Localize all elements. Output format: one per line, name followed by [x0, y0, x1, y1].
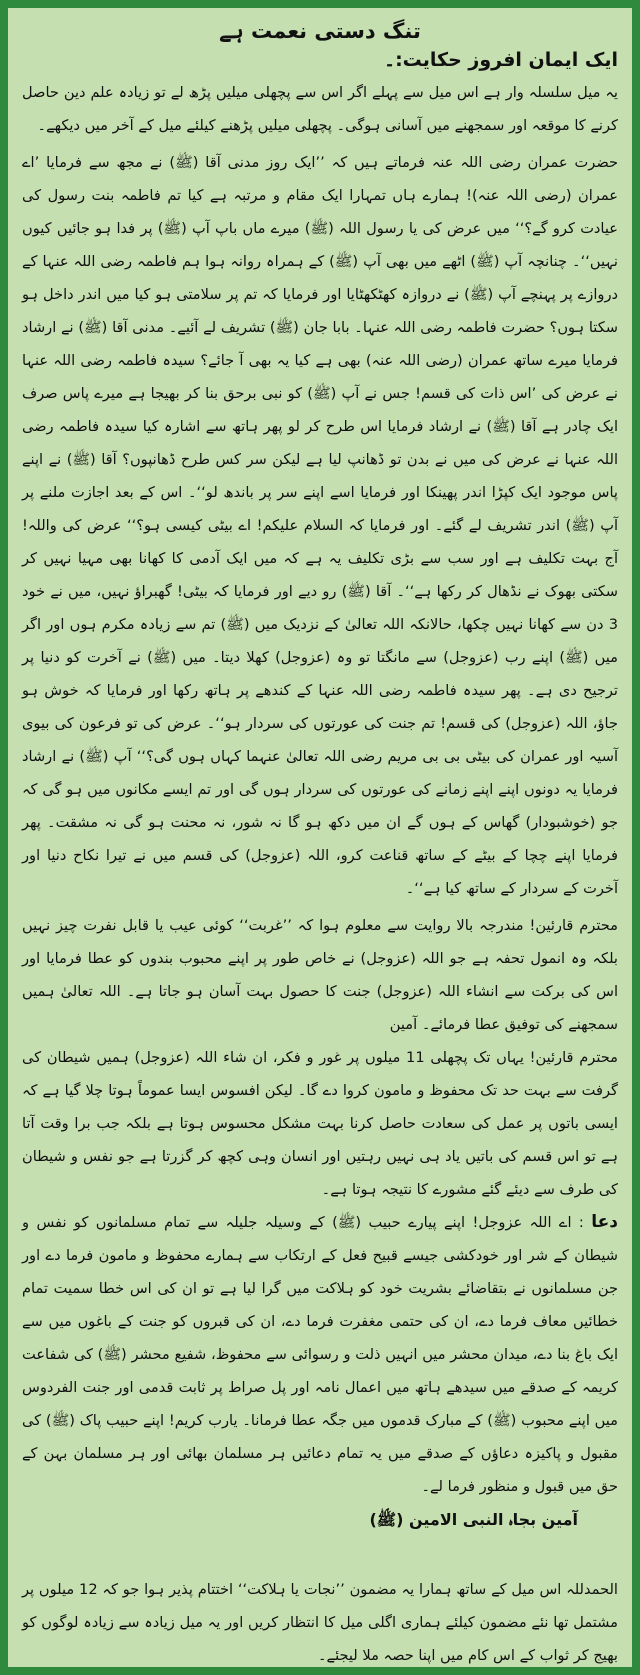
ameen-line: آمین بجاہ النبی الامین (ﷺ): [369, 1510, 578, 1529]
commentary-paragraph-1: محترم قارئین! مندرجہ بالا روایت سے معلوم ہوا کہ ’’غربت‘‘ کوئی عیب یا قابل نفرت چیز نہیں بلکہ وہ انمول تحفہ ہے جو اللہ (عزوجل) نے خاص طور پر اپنے محبوب بندوں کو عطا فرمایا اور اس کی برکت سے انشاء اللہ (عزوجل) جنت کا حصول بہت آسان ہو جاتا ہے۔ اللہ تعالیٰ ہمیں سمجھنے کی توفیق عطا فرمائے۔ آمین: [22, 917, 618, 1033]
spacer: [22, 1537, 618, 1573]
page-title: تنگ دستی نعمت ہے: [219, 19, 421, 43]
intro-paragraph: یہ میل سلسلہ وار ہے اس میل سے پہلے اگر اس سے پچھلی میلیں پڑھ لے تو زیادہ علم دین حاصل کرنے کا موقعہ اور سمجھنے میں آسانی ہوگی۔ پچھلی میلیں پڑھنے کیلئے میل کے آخر میں دیکھے۔: [22, 84, 618, 134]
article-content: [22, 16, 619, 1664]
dua-text: : اے اللہ عزوجل! اپنے پیارے حبیب (ﷺ) کے وسیلہ جلیلہ سے تمام مسلمانوں کو نفس و شیطان کے شر اور خودکشی جیسے قبیح فعل کے ارتکاب سے ہمارے محفوظ و مامون فرما دے اور جن مسلمانوں نے بتقاضائے بشریت خود کو ہلاکت میں گرا لیا ہے تو ان کی اس خطا سمیت تمام خطائیں معاف فرما دے، ان کی حتمی مغفرت فرما دے، ان کی قبروں کو جنت کے باغوں میں سے ایک باغ بنا دے، میدان محشر میں انہیں ذلت و رسوائی سے محفوظ، شفیع محشر (ﷺ) کی شفاعت کریمہ کے صدقے میں سیدھے ہاتھ میں اعمال نامہ اور پل صراط پر ثابت قدمی اور جنت الفردوس میں اپنے محبوب (ﷺ) کے مبارک قدموں میں جگہ عطا فرمانا۔ یارب کریم! اپنے حبیب پاک (ﷺ) کی مقبول و پاکیزہ دعاؤں کے صدقے میں یہ تمام دعائیں ہر مسلمان بھائی اور ہر مسلمان بہن کے حق میں قبول و منظور فرما لے۔: [22, 1214, 618, 1495]
dua-label: دعا: [591, 1212, 619, 1232]
story-paragraph: حضرت عمران رضی اللہ عنہ فرماتے ہیں کہ ’’ایک روز مدنی آقا (ﷺ) نے مجھ سے فرمایا ’اے عمران (رضی اللہ عنہ)! ہمارے ہاں تمہارا ایک مقام و مرتبہ ہے کیا تم فاطمہ بنت رسول کی عیادت کرو گے؟‘‘ میں عرض کی یا رسول اللہ (ﷺ) میرے ماں باپ آپ (ﷺ) پر فدا ہو جائیں کیوں نہیں‘‘۔ چنانچہ آپ (ﷺ) اٹھے میں بھی آپ (ﷺ) کے ہمراہ روانہ ہوا ہم فاطمہ رضی اللہ عنہا کے دروازے پر پہنچے آپ (ﷺ) نے دروازہ کھٹکھٹایا اور فرمایا کہ تم پر سلامتی ہو کیا میں اندر داخل ہو سکتا ہوں؟ حضرت فاطمہ رضی اللہ عنہا۔ بابا جان (ﷺ) تشریف لے آئیے۔ مدنی آقا (ﷺ) نے ارشاد فرمایا میرے ساتھ عمران (رضی اللہ عنہ) بھی ہے کیا یہ بھی آ جائے؟ سیدہ فاطمہ رضی اللہ عنہا نے عرض کی ’اس ذات کی قسم! جس نے آپ (ﷺ) کو نبی برحق بنا کر بھیجا ہے میرے پاس صرف ایک چادر ہے آقا (ﷺ) نے ارشاد فرمایا اس طرح کر لو پھر ہاتھ سے اشارہ کیا سیدہ فاطمہ رضی اللہ عنہا نے عرض کی میں نے بدن تو ڈھانپ لیا ہے لیکن سر کس طرح ڈھانپوں؟ آقا (ﷺ) نے اپنے پاس موجود ایک کپڑا اندر پھینکا اور فرمایا اسے اپنے سر پر باندھ لو‘‘۔ اس کے بعد اجازت ملنے پر آپ (ﷺ) اندر تشریف لے گئے۔ اور فرمایا کہ السلام علیکم! اے بیٹی کیسی ہو؟‘‘ عرض کی واللہ! آج بہت تکلیف ہے اور سب سے بڑی تکلیف یہ ہے کہ میں ایک آدمی کا کھانا بھی مہیا نہیں کر سکتی بھوک نے نڈھال کر رکھا ہے‘‘۔ آقا (ﷺ) رو دیے اور فرمایا کہ بیٹی! گھبراؤ نہیں، میں نے خود 3 دن سے کھانا نہیں چکھا، حالانکہ اللہ تعالیٰ کے نزدیک میں (ﷺ) تم سے زیادہ مکرم ہوں اور اگر میں (ﷺ) اپنے رب (عزوجل) سے مانگتا تو وہ (عزوجل) کھلا دیتا۔ میں (ﷺ) نے آخرت کو دنیا پر ترجیح دی ہے۔ پھر سیدہ فاطمہ رضی اللہ عنہا کے کندھے پر ہاتھ رکھا اور فرمایا کہ خوش ہو جاؤ، اللہ (عزوجل) کی قسم! تم جنت کی عورتوں کی سردار ہو‘‘۔ عرض کی تو فرعون کی بیوی آسیہ اور عمران کی بیٹی بی بی مریم رضی اللہ تعالیٰ عنہما کہاں ہوں گی؟‘‘ آپ (ﷺ) نے ارشاد فرمایا یہ دونوں اپنے اپنے زمانے کی عورتوں کی سردار ہوں گی اور تم ایسے مکانوں میں ہو گی کہ جو (خوشبودار) گھاس کے ہوں گے ان میں دکھ ہو گا نہ شور، نہ محنت ہو گی نہ مشقت۔ پھر فرمایا اپنے چچا کے بیٹے کے ساتھ قناعت کرو، اللہ (عزوجل) کی قسم میں نے تیرا نکاح دنیا اور آخرت کے سردار کے ساتھ کیا ہے‘‘۔: [22, 154, 618, 897]
story-heading: ایک ایمان افروز حکایت:۔: [383, 49, 618, 71]
dua-paragraph: [22, 1206, 618, 1503]
commentary-paragraph-2: محترم قارئین! یہاں تک پچھلی 11 میلوں پر غور و فکر، ان شاء اللہ (عزوجل) ہمیں شیطان کی گرفت سے بہت حد تک محفوظ و مامون کروا دے گا۔ لیکن افسوس ایسا عموماً ہوتا چلا گیا ہے کہ ایسی باتوں پر عمل کی سعادت حاصل کرنا بہت مشکل محسوس ہوتا ہے بلکہ جب برا وقت آتا ہے تو اس قسم کی باتیں یاد ہی نہیں رہتیں اور انسان وہی کچھ کر گزرتا ہے جو نفس و شیطان کی طرف سے دیئے گئے مشورے کا نتیجہ ہوتا ہے۔: [22, 1049, 618, 1198]
closing-paragraph: الحمدللہ اس میل کے ساتھ ہمارا یہ مضمون ’’نجات یا ہلاکت‘‘ اختتام پذیر ہوا جو کہ 12 میلوں پر مشتمل تھا نئے مضمون کیلئے ہماری اگلی میل کا انتظار کریں اور یہ میل زیادہ سے زیادہ لوگوں کو بھیج کر ثواب کے اس کام میں اپنا حصہ ملا لیجئے۔: [22, 1581, 618, 1664]
